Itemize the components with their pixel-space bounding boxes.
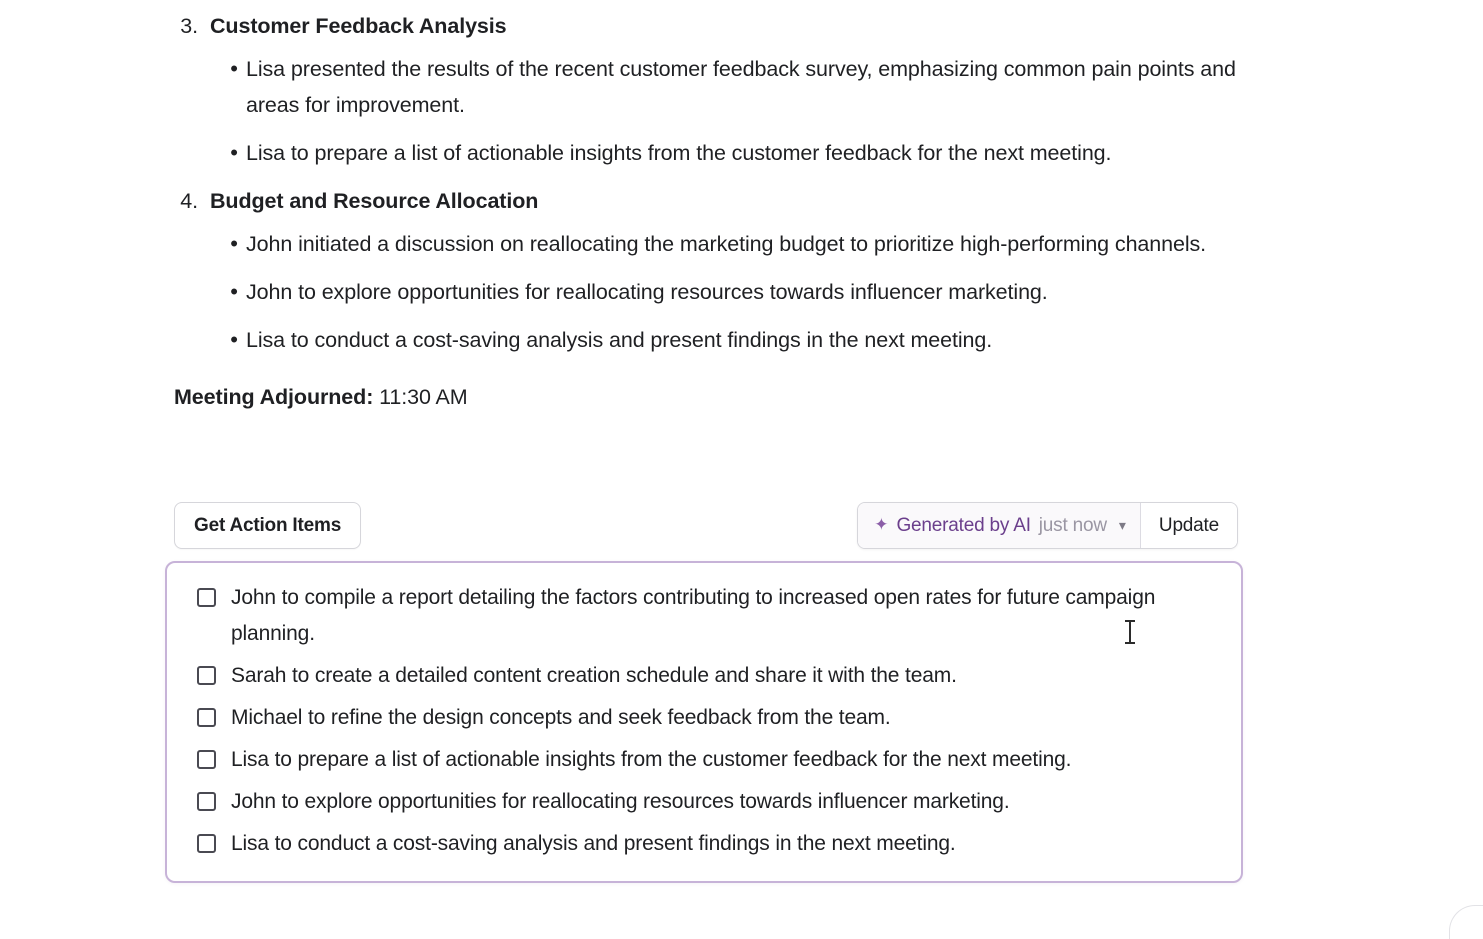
bullet-text: John initiated a discussion on reallocating the marketing budget to prioritize high-performing channels.	[246, 232, 1207, 256]
section-bullets	[222, 226, 1483, 358]
section-bullets	[222, 51, 1483, 171]
list-item[interactable]	[185, 739, 1223, 781]
bullet-icon: •	[230, 140, 238, 165]
list-item[interactable]	[185, 781, 1223, 823]
checklist-item-text: Sarah to create a detailed content creation schedule and share it with the team.	[231, 664, 957, 687]
bullet-text: Lisa to conduct a cost-saving analysis and present findings in the next meeting.	[246, 328, 993, 352]
checklist-item-text: Lisa to prepare a list of actionable insights from the customer feedback for the next meeting.	[231, 748, 1072, 771]
generated-by-ai-label: Generated by AI	[896, 514, 1031, 536]
window-corner	[1449, 905, 1483, 939]
meeting-notes-document	[174, 14, 1483, 414]
list-item	[222, 274, 1483, 310]
generated-by-ai-badge[interactable]	[858, 503, 1140, 548]
section-heading	[174, 14, 1483, 39]
section-number: 4.	[180, 189, 198, 213]
action-items-checklist[interactable]	[165, 561, 1243, 883]
list-item	[222, 51, 1483, 123]
list-item[interactable]	[185, 697, 1223, 739]
bullet-icon: •	[230, 56, 238, 81]
outline-list	[174, 14, 1483, 358]
checkbox[interactable]	[197, 666, 216, 685]
checkbox[interactable]	[197, 834, 216, 853]
sparkle-icon: ✦	[874, 515, 889, 534]
bullet-text: John to explore opportunities for reallocating resources towards influencer marketing.	[246, 280, 1048, 304]
outline-section	[174, 14, 1483, 171]
text-cursor	[1129, 620, 1131, 644]
list-item[interactable]	[185, 823, 1223, 865]
list-item[interactable]	[185, 655, 1223, 697]
checklist-item-text: John to compile a report detailing the factors contributing to increased open rates for future campaign planning.	[231, 586, 1156, 645]
chevron-down-icon[interactable]: ▾	[1118, 517, 1126, 533]
bullet-text: Lisa to prepare a list of actionable insights from the customer feedback for the next meeting.	[246, 141, 1112, 165]
section-number: 3.	[180, 14, 198, 38]
checkbox[interactable]	[197, 750, 216, 769]
meeting-adjourned-label: Meeting Adjourned:	[174, 385, 374, 409]
get-action-items-button[interactable]: Get Action Items	[174, 502, 361, 549]
ai-generation-controls	[857, 502, 1238, 549]
checkbox[interactable]	[197, 708, 216, 727]
checkbox[interactable]	[197, 588, 216, 607]
list-item	[222, 322, 1483, 358]
checklist-item-text: Lisa to conduct a cost-saving analysis and present findings in the next meeting.	[231, 832, 956, 855]
bullet-icon: •	[230, 279, 238, 304]
bullet-text: Lisa presented the results of the recent customer feedback survey, emphasizing common pain points and areas for improvement.	[246, 57, 1236, 117]
checklist-item-text: John to explore opportunities for reallocating resources towards influencer marketing.	[231, 790, 1010, 813]
checkbox[interactable]	[197, 792, 216, 811]
bullet-icon: •	[230, 231, 238, 256]
outline-section	[174, 189, 1483, 358]
generated-timestamp: just now	[1038, 514, 1107, 536]
meeting-adjourned-time: 11:30 AM	[379, 385, 468, 409]
meeting-adjourned-line	[174, 380, 1483, 414]
action-items-toolbar	[174, 502, 1238, 549]
update-button[interactable]: Update	[1141, 503, 1237, 548]
section-heading	[174, 189, 1483, 214]
section-title: Customer Feedback Analysis	[210, 14, 507, 38]
list-item[interactable]	[185, 577, 1223, 655]
section-title: Budget and Resource Allocation	[210, 189, 539, 213]
list-item	[222, 226, 1483, 262]
bullet-icon: •	[230, 327, 238, 352]
list-item	[222, 135, 1483, 171]
checklist-item-text: Michael to refine the design concepts and seek feedback from the team.	[231, 706, 891, 729]
